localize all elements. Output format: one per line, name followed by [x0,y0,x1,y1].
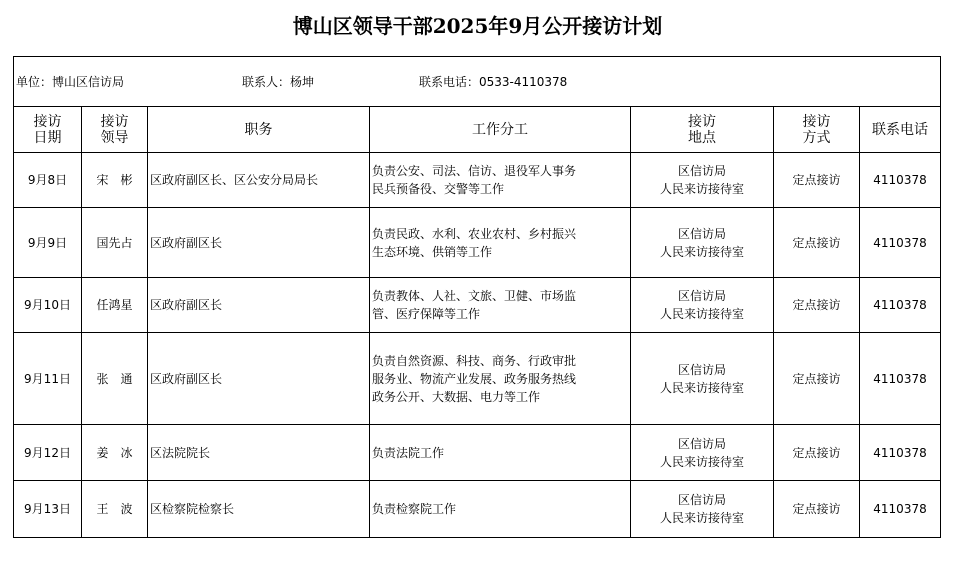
mode-cell: 定点接访 [774,481,860,538]
phone-cell: 4110378 [860,153,941,208]
place-cell: 区信访局 人民来访接待室 [631,425,774,481]
date-cell: 9月13日 [14,481,82,538]
info-cell [14,57,941,107]
table-row [14,153,941,208]
header-place: 接访 地点 [631,107,774,153]
contact-phone-label: 联系电话：0533-4110378 [419,75,568,89]
leader-cell: 任鸿星 [82,278,148,333]
header-leader: 接访 领导 [82,107,148,153]
post-cell: 区政府副区长 [148,278,370,333]
place-cell: 区信访局 人民来访接待室 [631,278,774,333]
unit-label: 单位：博山区信访局 [16,75,125,89]
leader-cell: 宋 彬 [82,153,148,208]
phone-cell: 4110378 [860,425,941,481]
table-row [14,208,941,278]
work-cell: 负责公安、司法、信访、退役军人事务 民兵预备役、交警等工作 [370,153,631,208]
place-cell: 区信访局 人民来访接待室 [631,208,774,278]
leader-cell: 姜 冰 [82,425,148,481]
date-cell: 9月10日 [14,278,82,333]
place-cell: 区信访局 人民来访接待室 [631,481,774,538]
phone-cell: 4110378 [860,278,941,333]
table-row [14,481,941,538]
work-cell: 负责教体、人社、文旅、卫健、市场监 管、医疗保障等工作 [370,278,631,333]
post-cell: 区政府副区长、区公安分局局长 [148,153,370,208]
contact-person-label: 联系人：杨坤 [242,75,315,89]
work-cell: 负责民政、水利、农业农村、乡村振兴 生态环境、供销等工作 [370,208,631,278]
leader-cell: 张 通 [82,333,148,425]
table-row [14,278,941,333]
table-row [14,333,941,425]
mode-cell: 定点接访 [774,153,860,208]
phone-cell: 4110378 [860,333,941,425]
date-cell: 9月12日 [14,425,82,481]
header-phone: 联系电话 [860,107,941,153]
date-cell: 9月9日 [14,208,82,278]
place-cell: 区信访局 人民来访接待室 [631,153,774,208]
page-title: 博山区领导干部2025年9月公开接访计划 [292,14,663,38]
reception-schedule-table [13,56,941,538]
post-cell: 区政府副区长 [148,333,370,425]
table-row [14,425,941,481]
header-row [14,107,941,153]
work-cell: 负责检察院工作 [370,481,631,538]
header-post: 职务 [148,107,370,153]
header-date: 接访 日期 [14,107,82,153]
mode-cell: 定点接访 [774,333,860,425]
mode-cell: 定点接访 [774,425,860,481]
info-row [14,57,941,107]
header-mode: 接访 方式 [774,107,860,153]
phone-cell: 4110378 [860,208,941,278]
place-cell: 区信访局 人民来访接待室 [631,333,774,425]
post-cell: 区政府副区长 [148,208,370,278]
date-cell: 9月8日 [14,153,82,208]
mode-cell: 定点接访 [774,208,860,278]
leader-cell: 国先占 [82,208,148,278]
phone-cell: 4110378 [860,481,941,538]
work-cell: 负责自然资源、科技、商务、行政审批 服务业、物流产业发展、政务服务热线 政务公开、大数据、电力等工作 [370,333,631,425]
leader-cell: 王 波 [82,481,148,538]
work-cell: 负责法院工作 [370,425,631,481]
post-cell: 区检察院检察长 [148,481,370,538]
date-cell: 9月11日 [14,333,82,425]
post-cell: 区法院院长 [148,425,370,481]
header-work: 工作分工 [370,107,631,153]
mode-cell: 定点接访 [774,278,860,333]
